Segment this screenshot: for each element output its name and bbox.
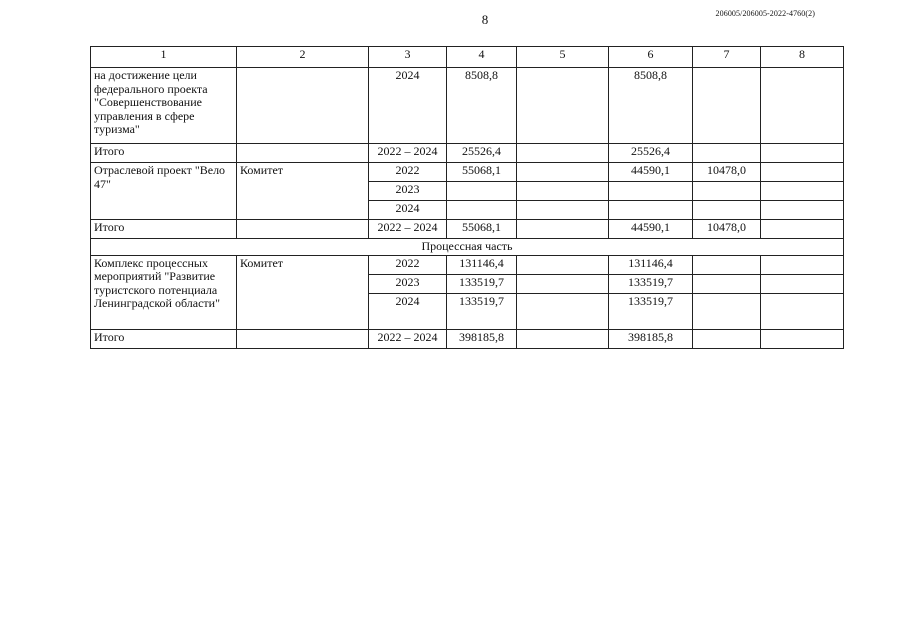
table-row	[91, 68, 844, 144]
cell-col8	[761, 274, 844, 293]
cell-col7	[693, 293, 761, 329]
cell-col7	[693, 182, 761, 201]
row-responsible	[237, 220, 369, 239]
cell-col4: 398185,8	[447, 329, 517, 348]
cell-col8	[761, 201, 844, 220]
cell-col5	[517, 255, 609, 274]
cell-col4	[447, 201, 517, 220]
row-responsible	[237, 68, 369, 144]
cell-col7: 10478,0	[693, 163, 761, 182]
page-number: 8	[481, 12, 489, 27]
cell-col4: 25526,4	[447, 144, 517, 163]
cell-col5	[517, 182, 609, 201]
row-year: 2023	[369, 274, 447, 293]
column-header: 2	[237, 47, 369, 68]
cell-col5	[517, 220, 609, 239]
cell-col4: 8508,8	[447, 68, 517, 144]
column-header: 3	[369, 47, 447, 68]
cell-col6: 398185,8	[609, 329, 693, 348]
cell-col5	[517, 274, 609, 293]
cell-col6: 44590,1	[609, 220, 693, 239]
cell-col8	[761, 293, 844, 329]
total-label: Итого	[91, 144, 237, 163]
cell-col6: 8508,8	[609, 68, 693, 144]
table-row-total	[91, 220, 844, 239]
cell-col4	[447, 182, 517, 201]
row-year: 2023	[369, 182, 447, 201]
row-name: на достижение цели федерального проекта "Совершенствование управления в сфере туризма"	[91, 68, 237, 144]
table-row	[91, 255, 844, 274]
row-name: Комплекс процессных мероприятий "Развитие туристского потенциала Ленинградской области"	[91, 255, 237, 329]
cell-col4: 55068,1	[447, 220, 517, 239]
total-label: Итого	[91, 329, 237, 348]
cell-col5	[517, 329, 609, 348]
row-year: 2022	[369, 163, 447, 182]
row-responsible: Комитет	[237, 255, 369, 329]
document-id: 206005/206005-2022-4760(2)	[715, 9, 815, 18]
cell-col4: 131146,4	[447, 255, 517, 274]
cell-col7	[693, 68, 761, 144]
total-label: Итого	[91, 220, 237, 239]
cell-col5	[517, 201, 609, 220]
row-year: 2022	[369, 255, 447, 274]
cell-col6: 133519,7	[609, 274, 693, 293]
table-header-row	[91, 47, 844, 68]
row-responsible	[237, 144, 369, 163]
cell-col7	[693, 144, 761, 163]
row-responsible: Комитет	[237, 163, 369, 220]
column-header: 4	[447, 47, 517, 68]
cell-col7	[693, 329, 761, 348]
cell-col7: 10478,0	[693, 220, 761, 239]
row-year: 2024	[369, 68, 447, 144]
table-row-total	[91, 144, 844, 163]
column-header: 8	[761, 47, 844, 68]
cell-col6	[609, 182, 693, 201]
table-row	[91, 163, 844, 182]
cell-col5	[517, 293, 609, 329]
row-year: 2024	[369, 293, 447, 329]
column-header: 1	[91, 47, 237, 68]
cell-col4: 55068,1	[447, 163, 517, 182]
cell-col8	[761, 68, 844, 144]
cell-col6: 44590,1	[609, 163, 693, 182]
cell-col8	[761, 144, 844, 163]
section-row	[91, 239, 844, 256]
row-responsible	[237, 329, 369, 348]
cell-col6: 131146,4	[609, 255, 693, 274]
cell-col6	[609, 201, 693, 220]
cell-col4: 133519,7	[447, 274, 517, 293]
cell-col8	[761, 255, 844, 274]
column-header: 5	[517, 47, 609, 68]
cell-col5	[517, 163, 609, 182]
cell-col8	[761, 163, 844, 182]
cell-col7	[693, 255, 761, 274]
row-year: 2022 – 2024	[369, 329, 447, 348]
row-year: 2024	[369, 201, 447, 220]
column-header: 6	[609, 47, 693, 68]
cell-col4: 133519,7	[447, 293, 517, 329]
cell-col7	[693, 201, 761, 220]
budget-table	[90, 46, 844, 349]
cell-col8	[761, 182, 844, 201]
cell-col5	[517, 144, 609, 163]
cell-col6: 133519,7	[609, 293, 693, 329]
row-name: Отраслевой проект "Вело 47"	[91, 163, 237, 220]
cell-col8	[761, 329, 844, 348]
cell-col7	[693, 274, 761, 293]
row-year: 2022 – 2024	[369, 220, 447, 239]
table-row-total	[91, 329, 844, 348]
cell-col8	[761, 220, 844, 239]
column-header: 7	[693, 47, 761, 68]
cell-col5	[517, 68, 609, 144]
section-title: Процессная часть	[91, 239, 844, 256]
row-year: 2022 – 2024	[369, 144, 447, 163]
cell-col6: 25526,4	[609, 144, 693, 163]
